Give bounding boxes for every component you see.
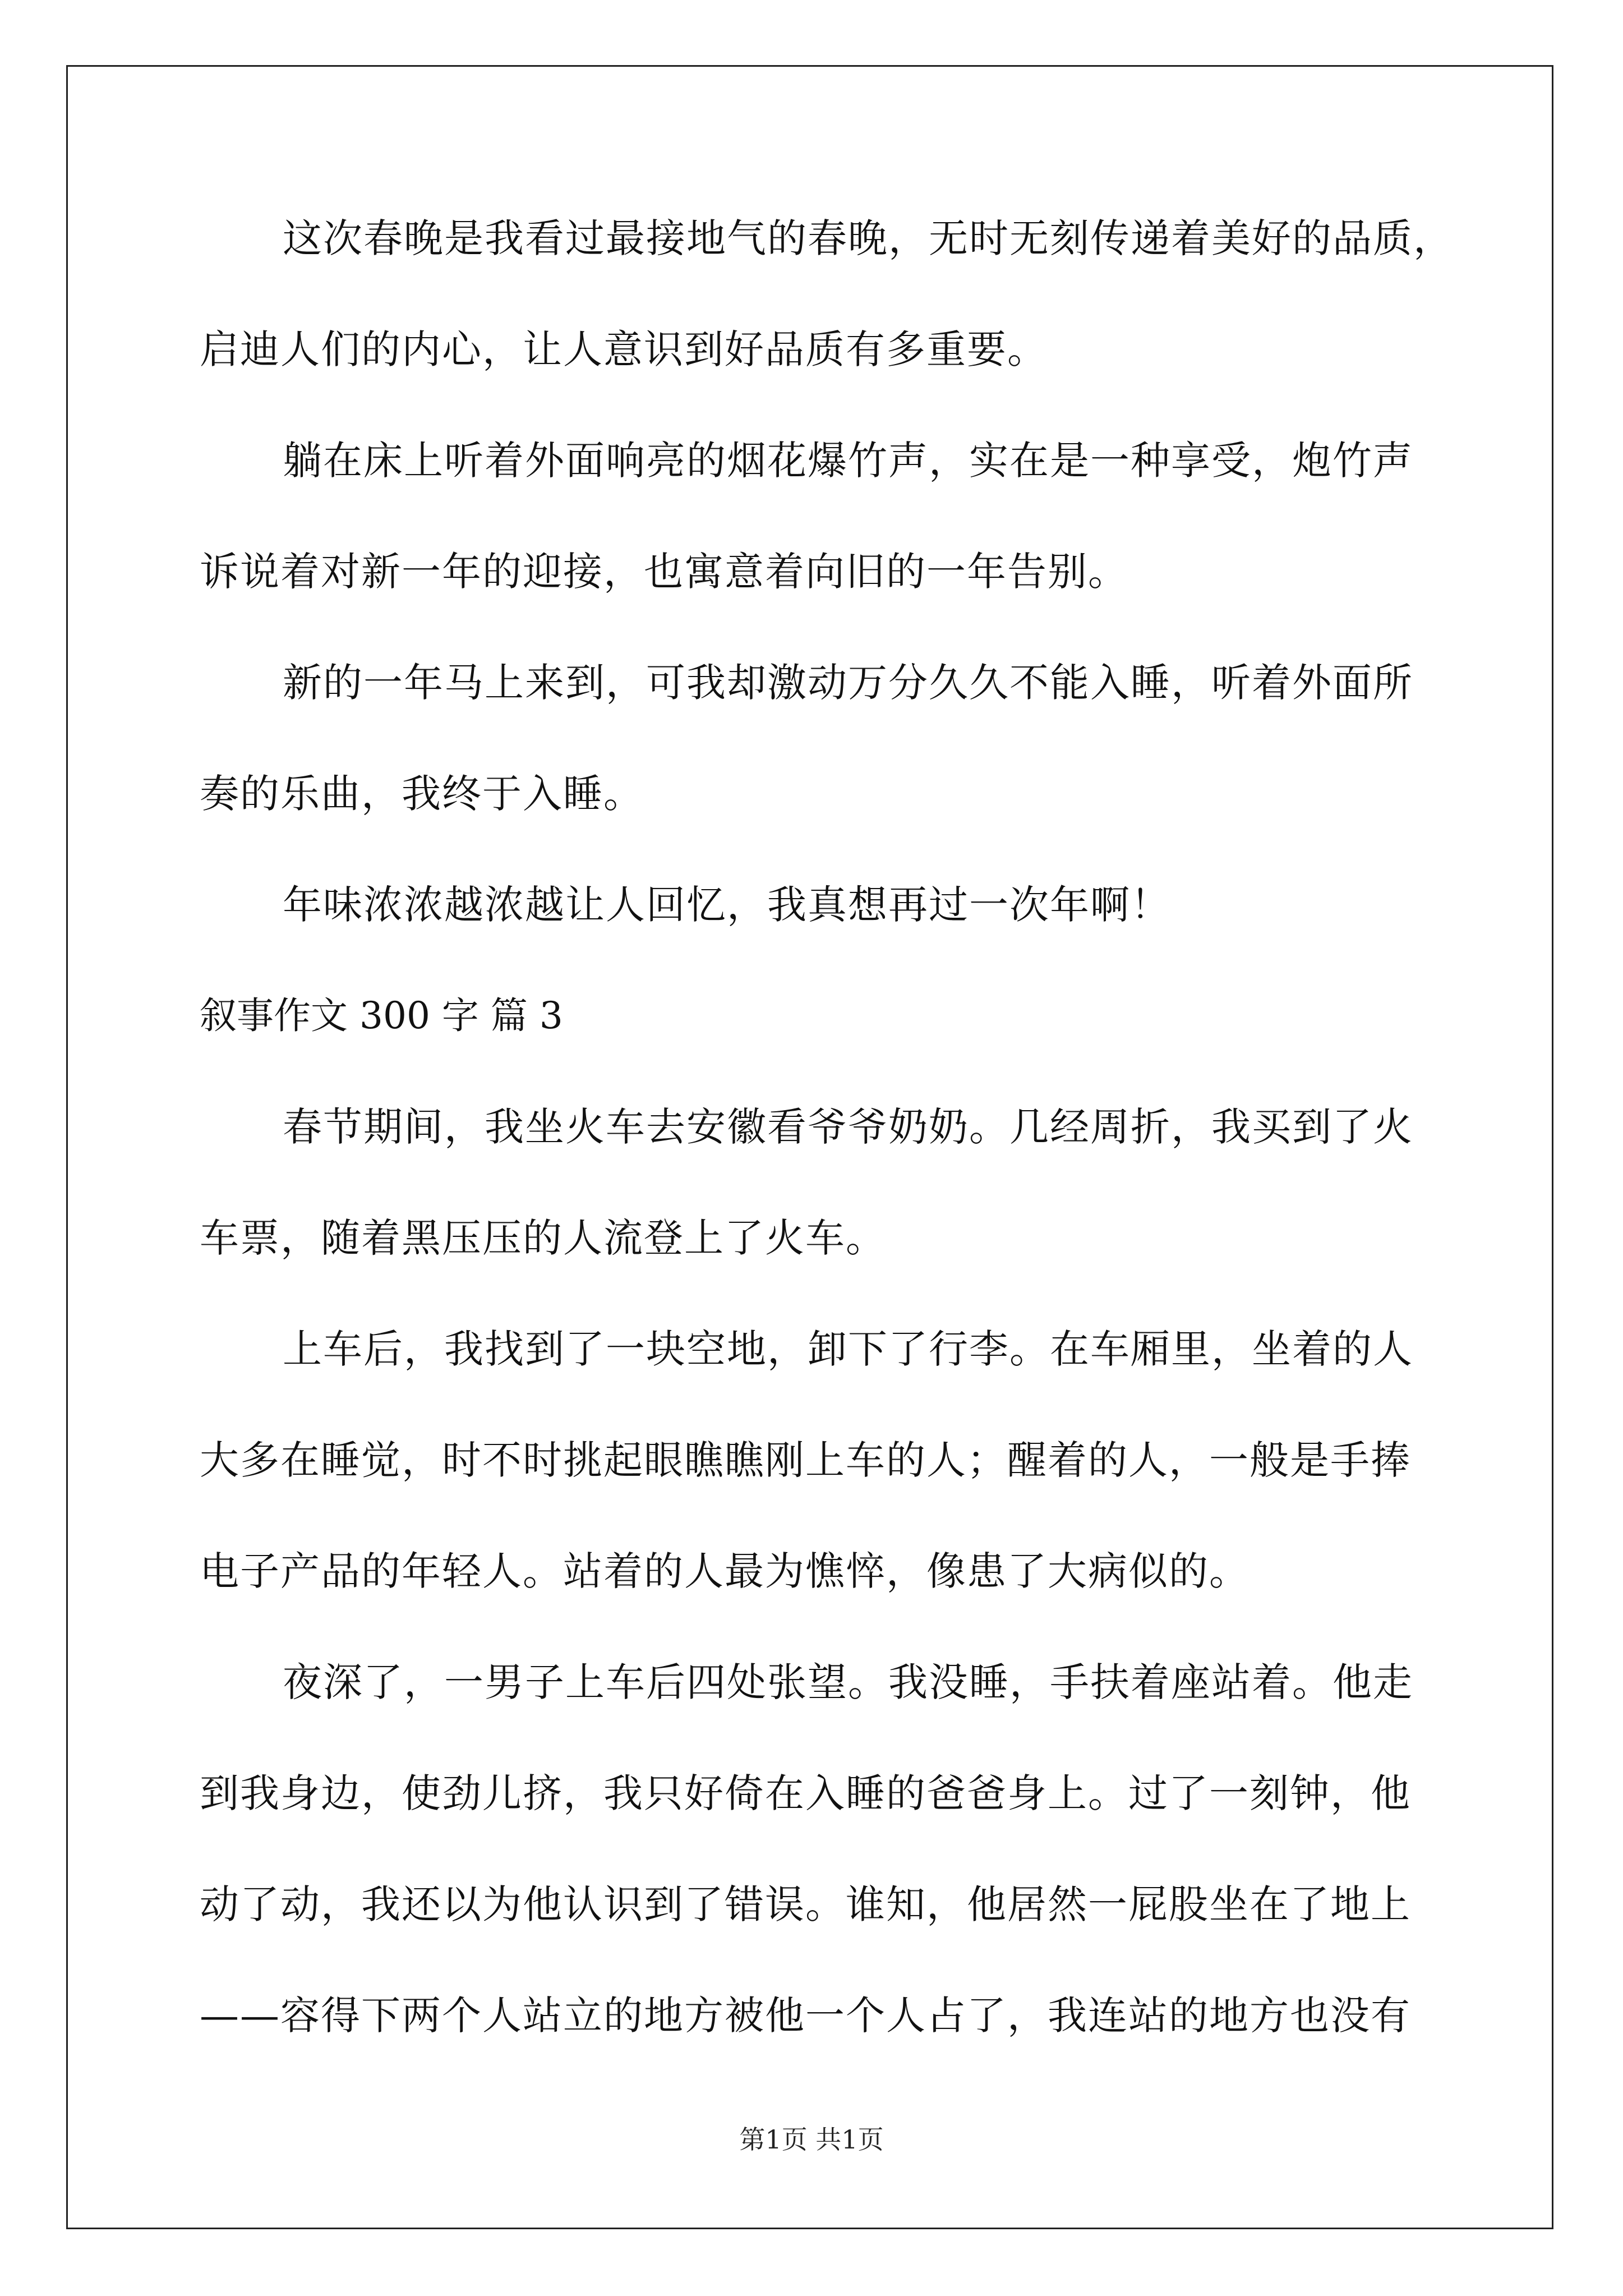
text-line-11: 上车后，我找到了一块空地，卸下了行李。在车厢里，坐着的人 bbox=[283, 1326, 1413, 1372]
page-number-footer: 第1页 共1页 bbox=[739, 2124, 884, 2155]
text-line-15: 到我身边，使劲儿挤，我只好倚在入睡的爸爸身上。过了一刻钟，他 bbox=[200, 1770, 1411, 1816]
text-line-2: 启迪人们的内心，让人意识到好品质有多重要。 bbox=[200, 326, 1048, 372]
text-line-6: 奏的乐曲，我终于入睡。 bbox=[200, 771, 644, 817]
section-heading: 叙事作文 300 字 篇 3 bbox=[200, 994, 563, 1037]
text-line-9: 春节期间，我坐火车去安徽看爷爷奶奶。几经周折，我买到了火 bbox=[283, 1104, 1413, 1150]
text-line-10: 车票，随着黑压压的人流登上了火车。 bbox=[200, 1215, 886, 1261]
document-body bbox=[200, 208, 1454, 2096]
text-line-14: 夜深了，一男子上车后四处张望。我没睡，手扶着座站着。他走 bbox=[283, 1659, 1413, 1705]
text-line-1: 这次春晚是我看过最接地气的春晚，无时无刻传递着美好的品质， bbox=[283, 215, 1454, 261]
text-line-16: 动了动，我还以为他认识到了错误。谁知，他居然一屁股坐在了地上 bbox=[200, 1881, 1411, 1927]
text-line-7: 年味浓浓越浓越让人回忆，我真想再过一次年啊！ bbox=[283, 882, 1171, 928]
text-line-13: 电子产品的年轻人。站着的人最为憔悴，像患了大病似的。 bbox=[200, 1548, 1249, 1594]
text-line-4: 诉说着对新一年的迎接，也寓意着向旧的一年告别。 bbox=[200, 549, 1128, 595]
text-line-12: 大多在睡觉，时不时挑起眼瞧瞧刚上车的人；醒着的人，一般是手捧 bbox=[200, 1437, 1411, 1483]
text-line-17: ——容得下两个人站立的地方被他一个人占了，我连站的地方也没有 bbox=[200, 1993, 1411, 2039]
text-line-3: 躺在床上听着外面响亮的烟花爆竹声，实在是一种享受，炮竹声 bbox=[283, 438, 1413, 484]
text-line-5: 新的一年马上来到，可我却激动万分久久不能入睡，听着外面所 bbox=[283, 660, 1413, 706]
